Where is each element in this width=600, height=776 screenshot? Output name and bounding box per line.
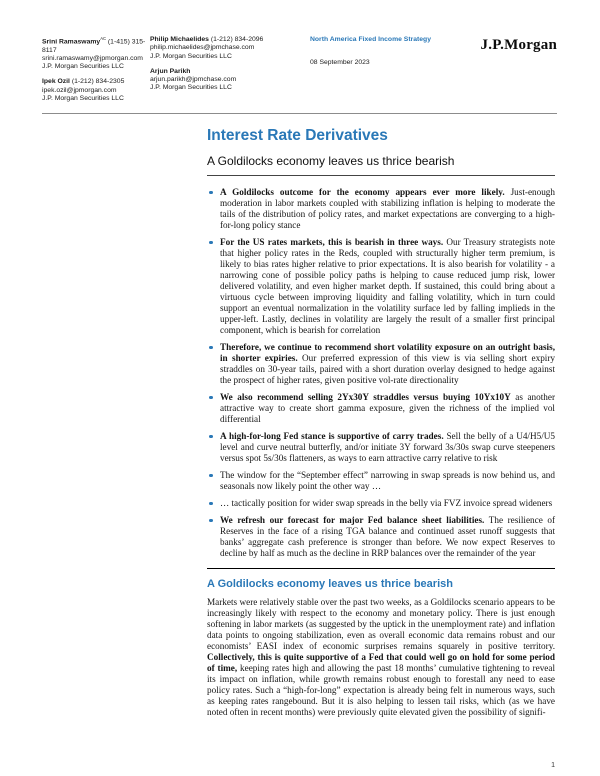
author-name: Arjun Parikh <box>150 67 191 75</box>
publication-column <box>310 36 432 103</box>
author-name-line <box>42 36 150 55</box>
bullet-text: Our preferred expression of this view is via selling short expiry straddles on 30-year tails, paired with a short duration overlay designed to hedge against the prospect of higher rates, given positive vol-rate directionality <box>220 353 556 386</box>
article-column <box>207 127 555 718</box>
author-phone: (1-212) 834-2096 <box>210 36 264 43</box>
report-title: Interest Rate Derivatives <box>207 127 388 145</box>
author-block <box>42 78 150 103</box>
bullet-item <box>207 431 555 464</box>
bullet-text: … tactically position for wider swap spreads in the belly via FVZ invoice spread wideners <box>220 498 553 509</box>
bullet-text: as another attractive way to create short gamma exposure, given the richness of the implied vol differential <box>220 392 555 425</box>
bullet-item <box>207 470 555 492</box>
bullet-item <box>207 342 555 386</box>
bullet-lead: A Goldilocks outcome for the economy appears ever more likely. <box>220 187 505 198</box>
report-subtitle: A Goldilocks economy leaves us thrice bearish <box>207 154 455 169</box>
bullet-item <box>207 187 555 231</box>
author-firm: J.P. Morgan Securities LLC <box>150 84 232 92</box>
author-name: Srini Ramaswamy <box>42 38 101 46</box>
author-name-line <box>42 78 150 86</box>
author-email[interactable]: ipek.ozil@jpmorgan.com <box>42 86 117 94</box>
author-email[interactable]: philip.michaelides@jpmchase.com <box>150 44 255 52</box>
bullet-text: The resilience of Reserves in the face of a rising TGA balance and continued asset runoff suggests that banks’ aggregate cash preference is stronger than before. We now expect Reserves to decline by half as much as the decline in RRP balances over the remainder of the year <box>220 515 555 559</box>
author-email[interactable]: srini.ramaswamy@jpmorgan.com <box>42 54 143 62</box>
summary-bullet-list <box>207 187 555 559</box>
logo-column <box>432 36 557 103</box>
report-header <box>42 36 557 103</box>
analyst-certification-superscript: AC <box>100 36 107 41</box>
author-column-2 <box>150 36 310 103</box>
bullet-lead: For the US rates markets, this is bearish in three ways. <box>220 237 444 248</box>
publication-title: North America Fixed Income Strategy <box>310 36 431 43</box>
bullet-item <box>207 498 555 509</box>
author-phone: (1-415) 315-8117 <box>42 38 146 54</box>
bullet-text: Sell the belly of a U4/H5/U5 level and curve neutral butterfly, and/or initiate 3Y forward 3s/30s swap curve steepeners versus spot 5s/30s flatteners, as ways to earn attractive carry relative to risk <box>220 431 555 464</box>
bullet-item <box>207 515 555 559</box>
author-firm: J.P. Morgan Securities LLC <box>150 52 232 60</box>
author-email[interactable]: arjun.parikh@jpmchase.com <box>150 76 237 84</box>
bullet-lead: A high-for-long Fed stance is supportive of carry trades. <box>220 431 444 442</box>
header-divider <box>42 113 557 114</box>
page-number: 1 <box>551 762 555 769</box>
paragraph-text: Markets were relatively stable over the past two weeks, as a Goldilocks scenario appears to be increasingly likely with respect to the economy and monetary policy. There is just enough softening in labor markets (as suggested by the uptick in the unemployment rate) and inflation data points to ongoing stabilization, even as overall economic data remains robust and our economists’ EASI index of economic surprises remains squarely in positive territory. <box>207 597 555 652</box>
author-column-1 <box>42 36 150 103</box>
author-block <box>150 68 310 93</box>
bullet-item <box>207 392 555 425</box>
bullet-item <box>207 237 555 336</box>
author-name-line <box>150 68 310 76</box>
jpmorgan-logo: J.P.Morgan <box>480 37 557 53</box>
author-firm: J.P. Morgan Securities LLC <box>42 63 124 71</box>
author-name: Ipek Ozil <box>42 78 70 86</box>
author-phone: (1-212) 834-2305 <box>71 78 125 86</box>
bullet-text: Just-enough moderation in labor markets coupled with stabilizing inflation is helping to moderate the tails of the distribution of policy rates, and market expectations are converging to a high-for-long policy stance <box>220 187 555 231</box>
author-name-line <box>150 36 310 44</box>
author-name: Philip Michaelides <box>150 36 209 43</box>
section-heading: A Goldilocks economy leaves us thrice bearish <box>207 578 453 591</box>
publication-date: 08 September 2023 <box>310 59 370 67</box>
paragraph-text: keeping rates high and allowing the past 18 months’ cumulative tightening to reveal its impact on inflation, while growth remains robust enough to forestall any need to ease policy rates. Such a “high-for-long” expectation is already being felt in numerous ways, such as keeping rates rangebound. But it is also helping to lessen tail risks, which (as we have noted often in recent months) were previously quite elevated given the possibility of signifi- <box>207 663 556 718</box>
bullet-lead: We also recommend selling 2Yx30Y straddles versus buying 10Yx10Y <box>220 392 511 403</box>
author-block <box>42 36 150 71</box>
bullet-text: Our Treasury strategists note that higher policy rates in the Reds, coupled with structurally higher term premium, is likely to bias rates higher relative to prior expectations. It is also bearish for volatility - a narrowing cone of possible policy paths is helping to cause reduced jump risk, lower delivered volatility, and even higher market depth. If sustained, this could bring about a virtuous cycle between improving liquidity and falling volatility, which in turn could support an eventual normalization in the volatility surface led by falling implieds in the upper-left. Lastly, declines in volatility are largely the result of a smaller first principal component, which is bearish for correlation <box>220 237 555 336</box>
bullet-lead: Therefore, we continue to recommend short volatility exposure on an outright basis, in shorter expiries. <box>220 342 555 364</box>
paragraph-bold-text: Collectively, this is quite supportive of a Fed that could well go on hold for some period of time, <box>207 652 555 674</box>
author-firm: J.P. Morgan Securities LLC <box>42 94 124 102</box>
bullet-text: The window for the “September effect” narrowing in swap spreads is now behind us, and seasonals now likely point the other way … <box>220 470 555 492</box>
bullet-lead: We refresh our forecast for major Fed balance sheet liabilities. <box>220 515 485 526</box>
author-block <box>150 36 310 61</box>
section-divider <box>207 568 555 569</box>
subtitle-divider <box>207 175 555 176</box>
body-paragraph <box>207 597 555 718</box>
